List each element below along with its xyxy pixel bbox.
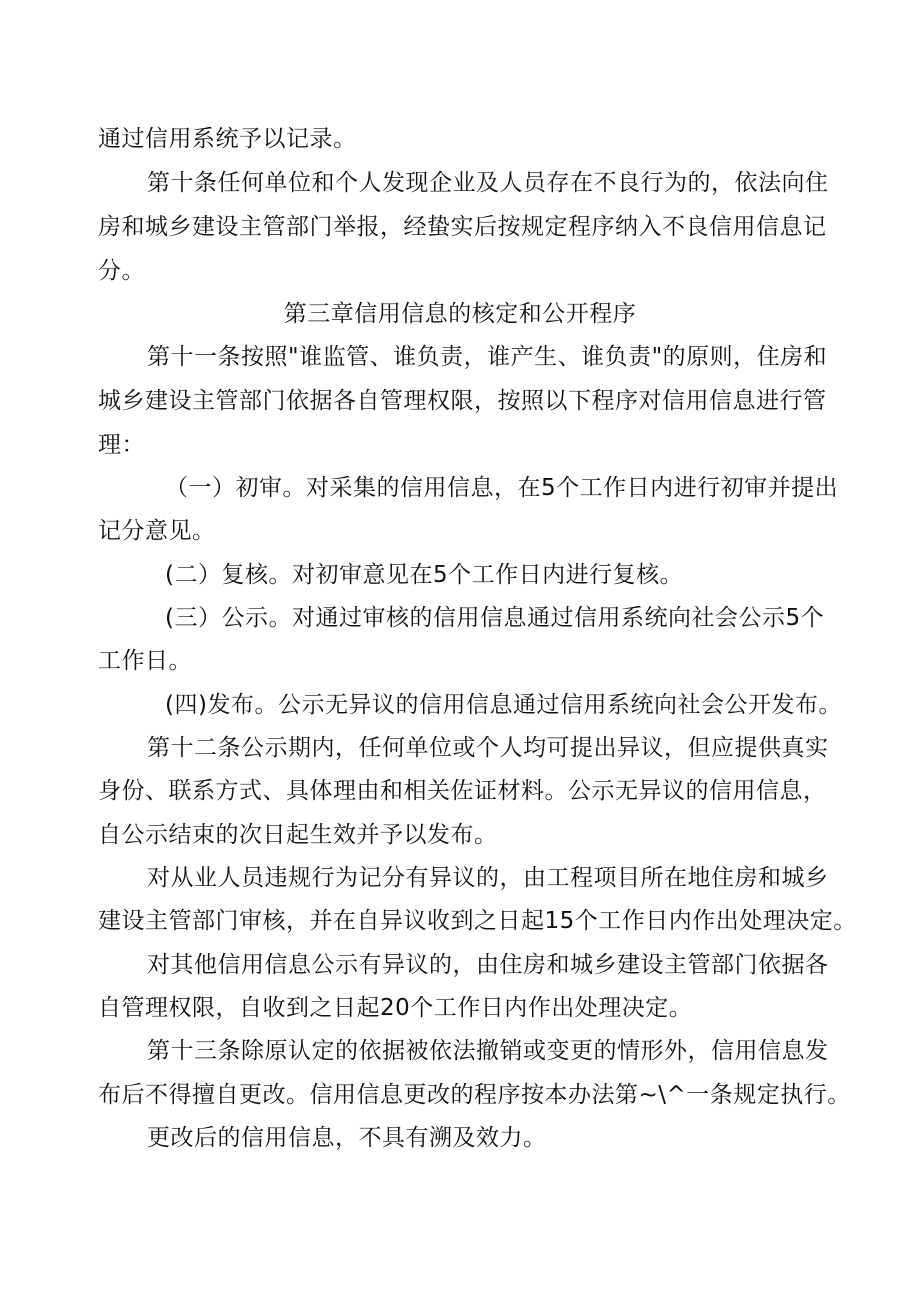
text-line: 自管理权限，自收到之日起20个工作日内作出处理决定。 — [98, 995, 693, 1021]
text-line: 分。 — [98, 258, 145, 284]
text-line: (三）公示。对通过审核的信用信息通过信用系统向社会公示5个 — [165, 605, 825, 631]
text-line: 第十三条除原认定的依据被依法撤销或变更的情形外，信用信息发 — [147, 1038, 829, 1064]
text-line: 自公示结束的次日起生效并予以发布。 — [98, 822, 498, 848]
text-line: 布后不得擅自更改。信用信息更改的程序按本办法第~\^一条规定执行。 — [98, 1082, 851, 1108]
text-line: (二）复核。对初审意见在5个工作日内进行复核。 — [165, 562, 684, 588]
text-line: 房和城乡建设主管部门举报，经蛰实后按规定程序纳入不良信用信息记 — [98, 214, 827, 240]
text-line: 第十一条按照"谁监管、谁负责，谁产生、谁负责"的原则，住房和 — [147, 344, 828, 370]
chapter-heading: 第三章信用信息的核定和公开程序 — [283, 301, 637, 327]
text-line: 对从业人员违规行为记分有异议的，由工程项目所在地住房和城乡 — [147, 865, 829, 891]
text-line: 更改后的信用信息，不具有溯及效力。 — [147, 1125, 547, 1151]
text-line: (四)发布。公示无异议的信用信息通过信用系统向社会公开发布。 — [165, 692, 842, 718]
text-line: 第十条任何单位和个人发现企业及人员存在不良行为的，依法向住 — [147, 170, 829, 196]
text-line: 通过信用系统予以记录。 — [98, 126, 357, 152]
text-line: （一）初审。对采集的信用信息，在5个工作日内进行初审并提出 — [165, 475, 839, 501]
text-line: 记分意见。 — [98, 518, 216, 544]
text-line: 工作日。 — [98, 648, 192, 674]
text-line: 对其他信用信息公示有异议的，由住房和城乡建设主管部门依据各 — [147, 952, 829, 978]
text-line: 理： — [98, 432, 145, 458]
text-line: 第十二条公示期内，任何单位或个人均可提出异议，但应提供真实 — [147, 735, 829, 761]
text-line: 建设主管部门审核，并在自异议收到之日起15个工作日内作出处理决定。 — [98, 908, 857, 934]
text-line: 身份、联系方式、具体理由和相关佐证材料。公示无异议的信用信息， — [98, 778, 827, 804]
text-line: 城乡建设主管部门依据各自管理权限，按照以下程序对信用信息进行管 — [98, 388, 827, 414]
